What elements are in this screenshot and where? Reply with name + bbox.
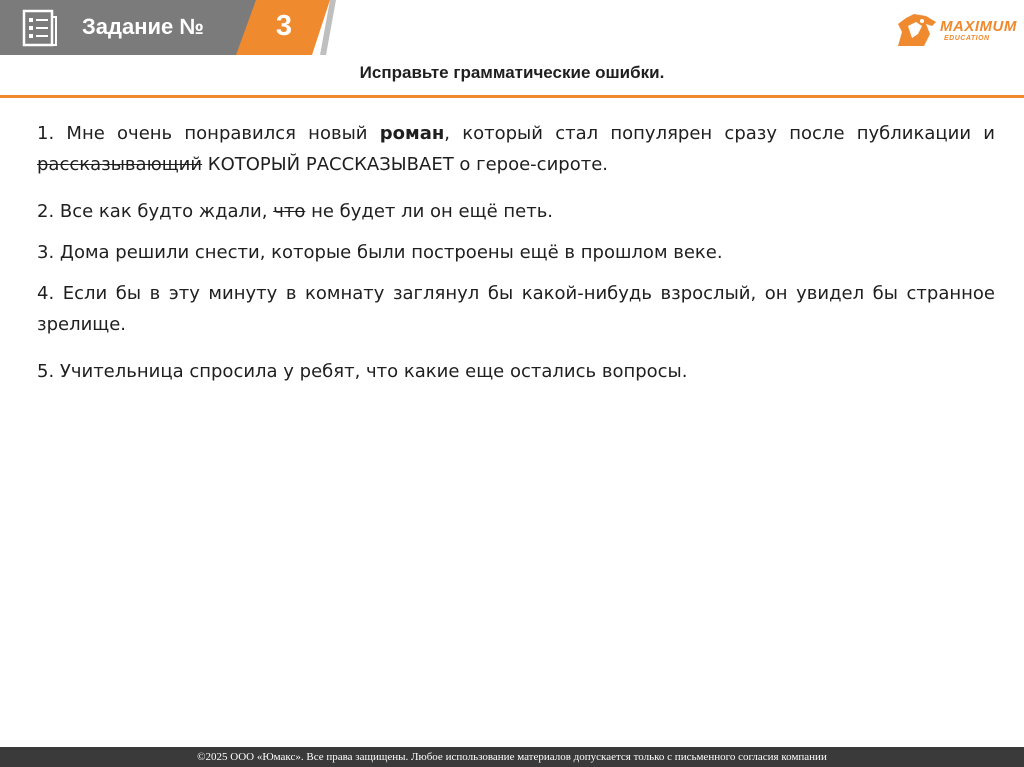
task-number: 3 — [275, 10, 293, 42]
item-2-text-start: 2. Все как будто ждали, — [37, 201, 274, 222]
item-2-struck-word: что — [273, 201, 306, 222]
item-1-correction: КОТОРЫЙ РАССКАЗЫВАЕТ о герое-сироте. — [202, 154, 608, 175]
task-label: Задание № — [82, 14, 204, 39]
item-1-struck-word: рассказывающий — [37, 154, 203, 175]
horse-head-logo-icon — [892, 12, 940, 52]
item-1-text-middle: , который стал популярен сразу после публикации и — [444, 123, 995, 144]
document-list-icon — [22, 9, 58, 47]
logo-subtitle: EDUCATION — [944, 35, 990, 42]
copyright-footer: ©2025 ООО «Юмакс». Все права защищены. Любое использование материалов допускается только с письменного согласия компании — [0, 747, 1024, 767]
slide-header — [0, 0, 1024, 58]
exercise-item-2 — [37, 196, 995, 227]
maximum-logo — [892, 12, 1022, 52]
exercise-item-4: 4. Если бы в эту минуту в комнату заглянул бы какой-нибудь взрослый, он увидел бы странное зрелище. — [37, 283, 995, 335]
exercise-list — [37, 118, 995, 387]
item-1-bold-word: роман — [379, 123, 445, 144]
task-title: Исправьте грамматические ошибки. — [359, 63, 665, 82]
item-1-text-start: 1. Мне очень понравился новый — [37, 123, 380, 144]
exercise-item-3: 3. Дома решили снести, которые были построены ещё в прошлом веке. — [37, 242, 723, 263]
exercise-item-5: 5. Учительница спросила у ребят, что какие еще остались вопросы. — [37, 361, 688, 382]
title-underline — [0, 95, 1024, 98]
logo-wordmark: MAXIMUM — [940, 18, 1017, 35]
exercise-item-1 — [37, 118, 995, 180]
item-2-text-end: не будет ли он ещё петь. — [305, 201, 554, 222]
